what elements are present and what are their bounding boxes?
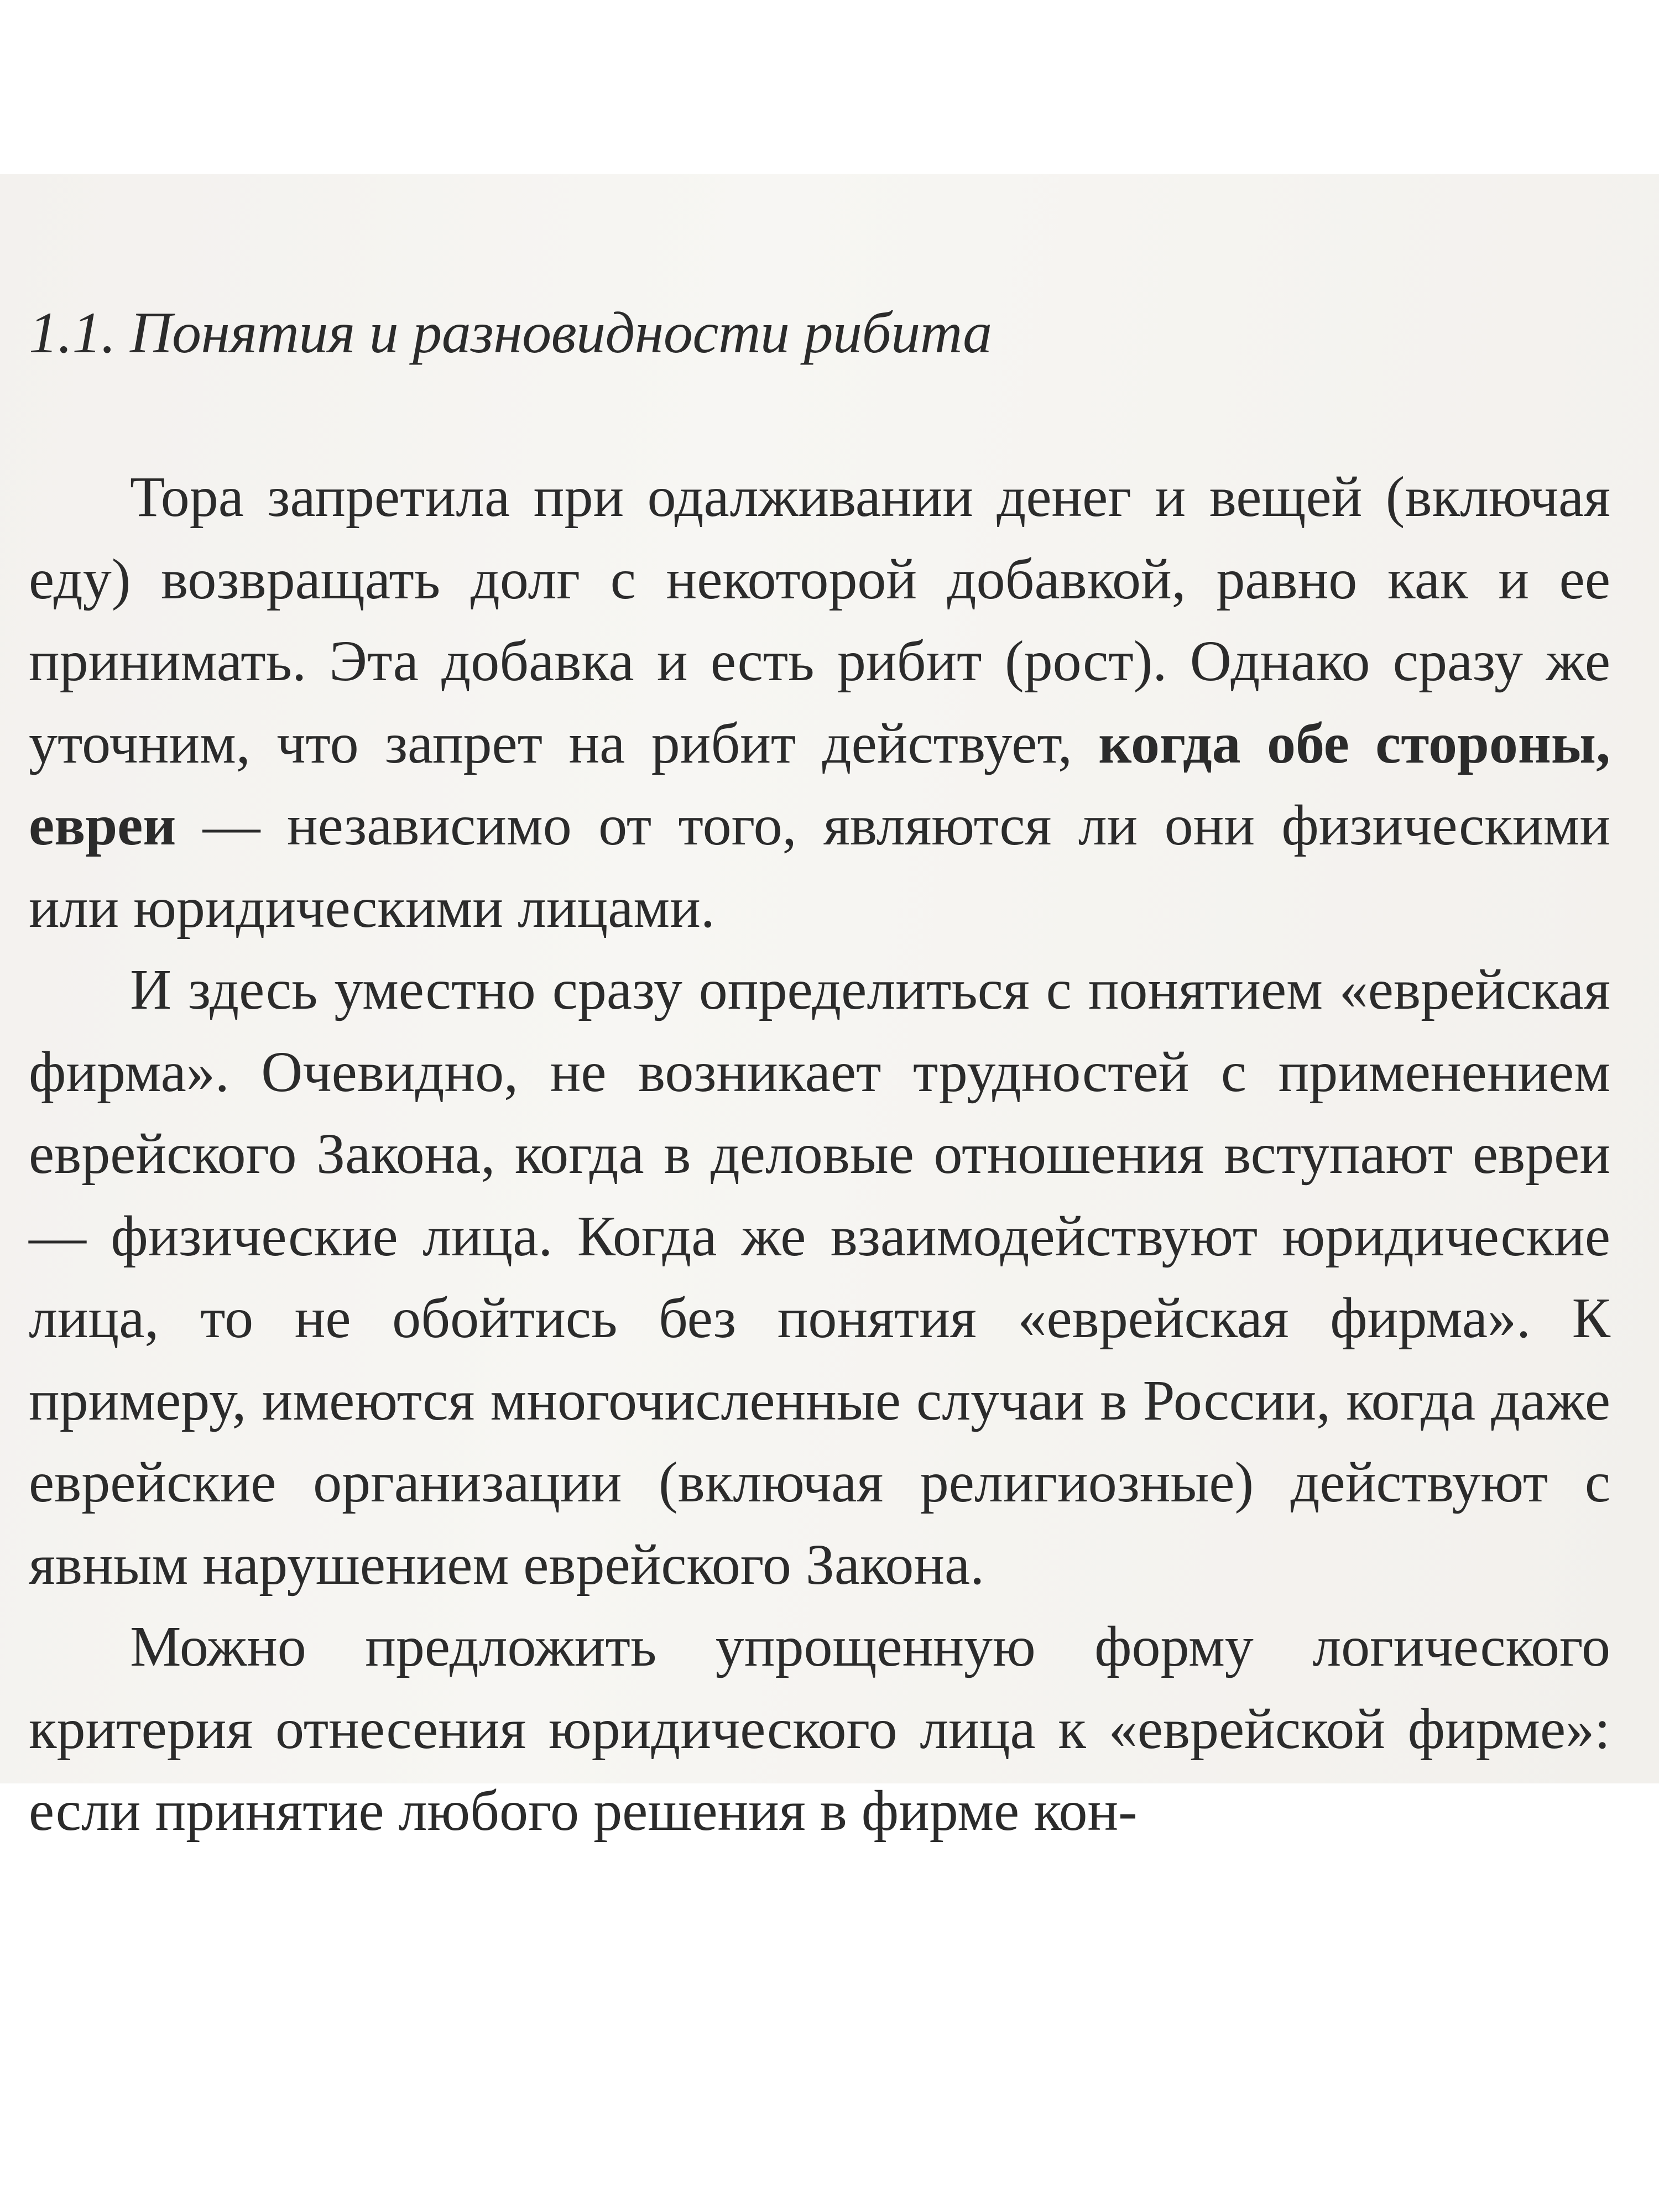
paragraph-1-text-end: — независимо от того, являются ли они физическими или юридическими лицами. — [29, 794, 1610, 940]
paragraph-2: И здесь уместно сразу определиться с понятием «еврейская фирма». Очевидно, не возникает трудностей с применением еврейского Закона, когда в деловые отношения вступают евреи — физические лица. Когда же взаимодействуют юридические лица, то не обойтись без понятия «еврейская фирма». К примеру, имеются многочисленные случаи в России, когда даже еврейские организации (включая религиозные) действуют с явным нарушением еврейского Закона. — [29, 958, 1610, 1597]
paragraph-1-text-start: Тора запретила при одалживании денег и вещей (включая еду) возвращать долг с некоторой добавкой, равно как и ее принимать. Эта добавка и есть рибит (рост). Однако сразу же уточним, что запрет на рибит действует, — [29, 465, 1610, 775]
paragraph-3: Можно предложить упрощенную форму логического критерия отнесения юридического лица к «еврейской фирме»: если принятие любого решения в фирме кон- — [29, 1615, 1610, 1843]
book-page — [0, 174, 1659, 1843]
paragraph-1 — [29, 456, 1610, 949]
section-heading: 1.1. Понятия и разновидности рибита — [29, 300, 992, 365]
paragraph-1-bold-phrase: когда обе стороны, евреи — [29, 711, 1610, 857]
page-text — [29, 291, 1610, 1853]
